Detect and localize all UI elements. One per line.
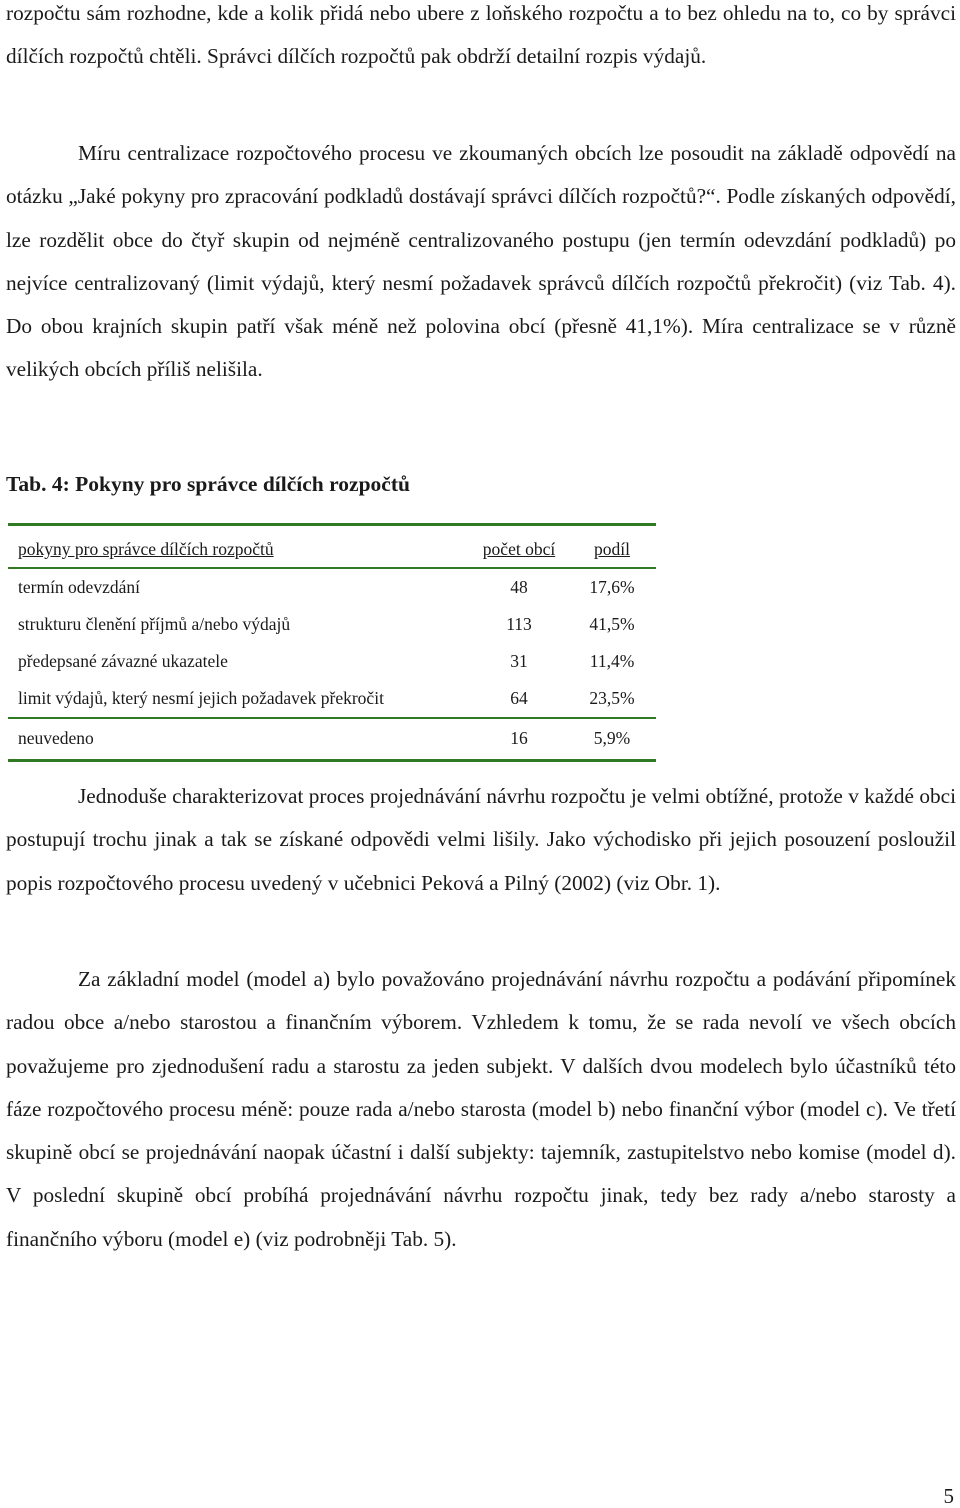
row-share: 23,5% — [568, 680, 656, 718]
row-label: termín odevzdání — [18, 577, 140, 597]
table-row — [8, 606, 656, 643]
header-count: počet obcí — [470, 525, 568, 569]
row-count: 113 — [506, 614, 532, 634]
paragraph-3: Jednoduše charakterizovat proces projednávání návrhu rozpočtu je velmi obtížné, protože v každé obci postupují trochu jinak a tak se získané odpovědi velmi lišily. Jako východisko při jejich posouzení posloužil popis rozpočtového procesu uvedený v učebnici Peková a Pilný (2002) (viz Obr. 1). — [6, 784, 956, 895]
row-share: 5,9% — [568, 718, 656, 761]
row-share: 17,6% — [589, 577, 635, 597]
table-row — [8, 568, 656, 606]
row-count: 31 — [510, 651, 528, 671]
header-directives: pokyny pro správce dílčích rozpočtů — [8, 525, 470, 569]
table-header-row — [8, 525, 656, 569]
table-row — [8, 643, 656, 680]
paragraph-2: Míru centralizace rozpočtového procesu ve zkoumaných obcích lze posoudit na základě odpovědí na otázku „Jaké pokyny pro zpracování podkladů dostávají správci dílčích rozpočtů?“. Podle získaných odpovědí, lze rozdělit obce do čtyř skupin od nejméně centralizovaného postupu (jen termín odevzdání podkladů) po nejvíce centralizovaný (limit výdajů, který nesmí požadavek správců dílčích rozpočtů překročit) (viz Tab. 4). Do obou krajních skupin patří však méně než polovina obcí (přesně 41,1%). Míra centralizace se v různě velikých obcích příliš nelišila. — [6, 141, 956, 382]
row-label: limit výdajů, který nesmí jejich požadavek překročit — [8, 680, 470, 718]
paragraph-4: Za základní model (model a) bylo považováno projednávání návrhu rozpočtu a podávání připomínek radou obce a/nebo starostou a finančním výborem. Vzhledem k tomu, že se rada nevolí ve všech obcích považujeme pro zjednodušení radu a starostu za jeden subjekt. V dalších dvou modelech bylo účastníků této fáze rozpočtového procesu méně: pouze rada a/nebo starosta (model b) nebo finanční výbor (model c). Ve třetí skupině obcí se projednávání naopak účastní i další subjekty: tajemník, zastupitelstvo nebo komise (model d). V poslední skupině obcí probíhá projednávání návrhu rozpočtu jinak, tedy bez rady a/nebo starosty a finančního výboru (model e) (viz podrobněji Tab. 5). — [6, 967, 956, 1251]
table-row — [8, 680, 656, 718]
table-row — [8, 718, 656, 761]
row-label: strukturu členění příjmů a/nebo výdajů — [18, 614, 291, 634]
row-count: 64 — [470, 680, 568, 718]
page-number: 5 — [943, 1484, 954, 1508]
row-share: 41,5% — [589, 614, 635, 634]
table-caption: Tab. 4: Pokyny pro správce dílčích rozpočtů — [6, 472, 410, 496]
directives-table — [8, 523, 656, 762]
row-count: 48 — [510, 577, 528, 597]
row-label: předepsané závazné ukazatele — [18, 651, 228, 671]
row-share: 11,4% — [589, 651, 635, 671]
header-share: podíl — [568, 525, 656, 569]
row-count: 16 — [470, 718, 568, 761]
row-label: neuvedeno — [8, 718, 470, 761]
paragraph-1: rozpočtu sám rozhodne, kde a kolik přidá nebo ubere z loňského rozpočtu a to bez ohledu na to, co by správci dílčích rozpočtů chtěli. Správci dílčích rozpočtů pak obdrží detailní rozpis výdajů. — [6, 1, 956, 69]
